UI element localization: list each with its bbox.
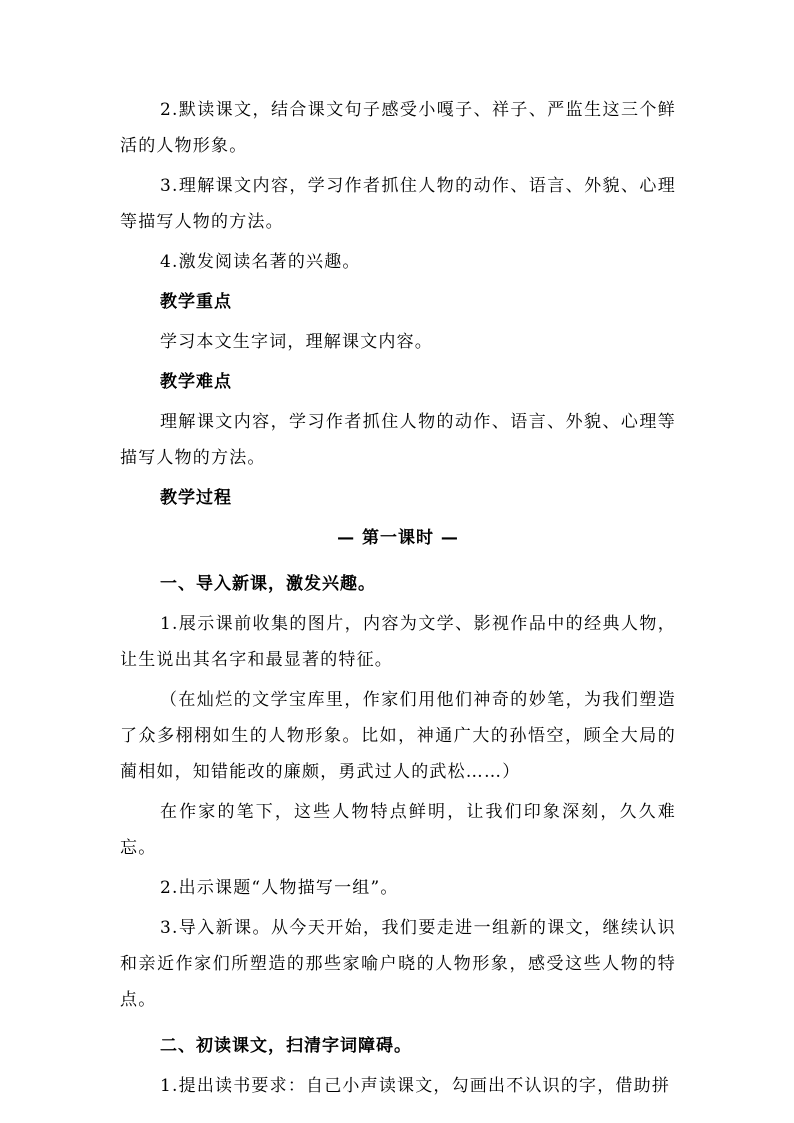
section-one-note: （在灿烂的文学宝库里，作家们用他们神奇的妙笔，为我们塑造了众多栩栩如生的人物形象。比如，神通广大的孙悟空，顾全大局的蔺相如，知错能改的廉颇，勇武过人的武松……） xyxy=(120,690,676,782)
objective-4: 4.激发阅读名著的兴趣。 xyxy=(160,252,361,272)
document-body xyxy=(120,92,676,1104)
lesson-one-title: — 第一课时 — xyxy=(337,528,459,548)
section-two-heading: 二、初读课文，扫清字词障碍。 xyxy=(160,1036,412,1056)
objective-2: 2.默读课文，结合课文句子感受小嘎子、祥子、严监生这三个鲜活的人物形象。 xyxy=(120,100,676,156)
section-one-summary: 在作家的笔下，这些人物特点鲜明，让我们印象深刻，久久难忘。 xyxy=(120,802,676,858)
section-one-step-1: 1.展示课前收集的图片，内容为文学、影视作品中的经典人物，让生说出其名字和最显著的特征。 xyxy=(120,614,676,670)
objective-3: 3.理解课文内容，学习作者抓住人物的动作、语言、外貌、心理等描写人物的方法。 xyxy=(120,176,676,232)
heading-difficulties: 教学难点 xyxy=(160,372,232,392)
section-one-heading: 一、导入新课，激发兴趣。 xyxy=(160,574,376,594)
difficulties-text: 理解课文内容，学习作者抓住人物的动作、语言、外貌、心理等描写人物的方法。 xyxy=(120,412,676,468)
section-one-step-2: 2.出示课题“人物描写一组”。 xyxy=(160,878,399,898)
section-one-step-3: 3.导入新课。从今天开始，我们要走进一组新的课文，继续认识和亲近作家们所塑造的那些家喻户晓的人物形象，感受这些人物的特点。 xyxy=(120,918,676,1010)
key-points-text: 学习本文生字词，理解课文内容。 xyxy=(160,332,433,352)
heading-process: 教学过程 xyxy=(160,488,232,508)
section-two-step-1: 1.提出读书要求：自己小声读课文，勾画出不认识的字，借助拼 xyxy=(160,1076,671,1096)
heading-key-points: 教学重点 xyxy=(160,292,232,312)
